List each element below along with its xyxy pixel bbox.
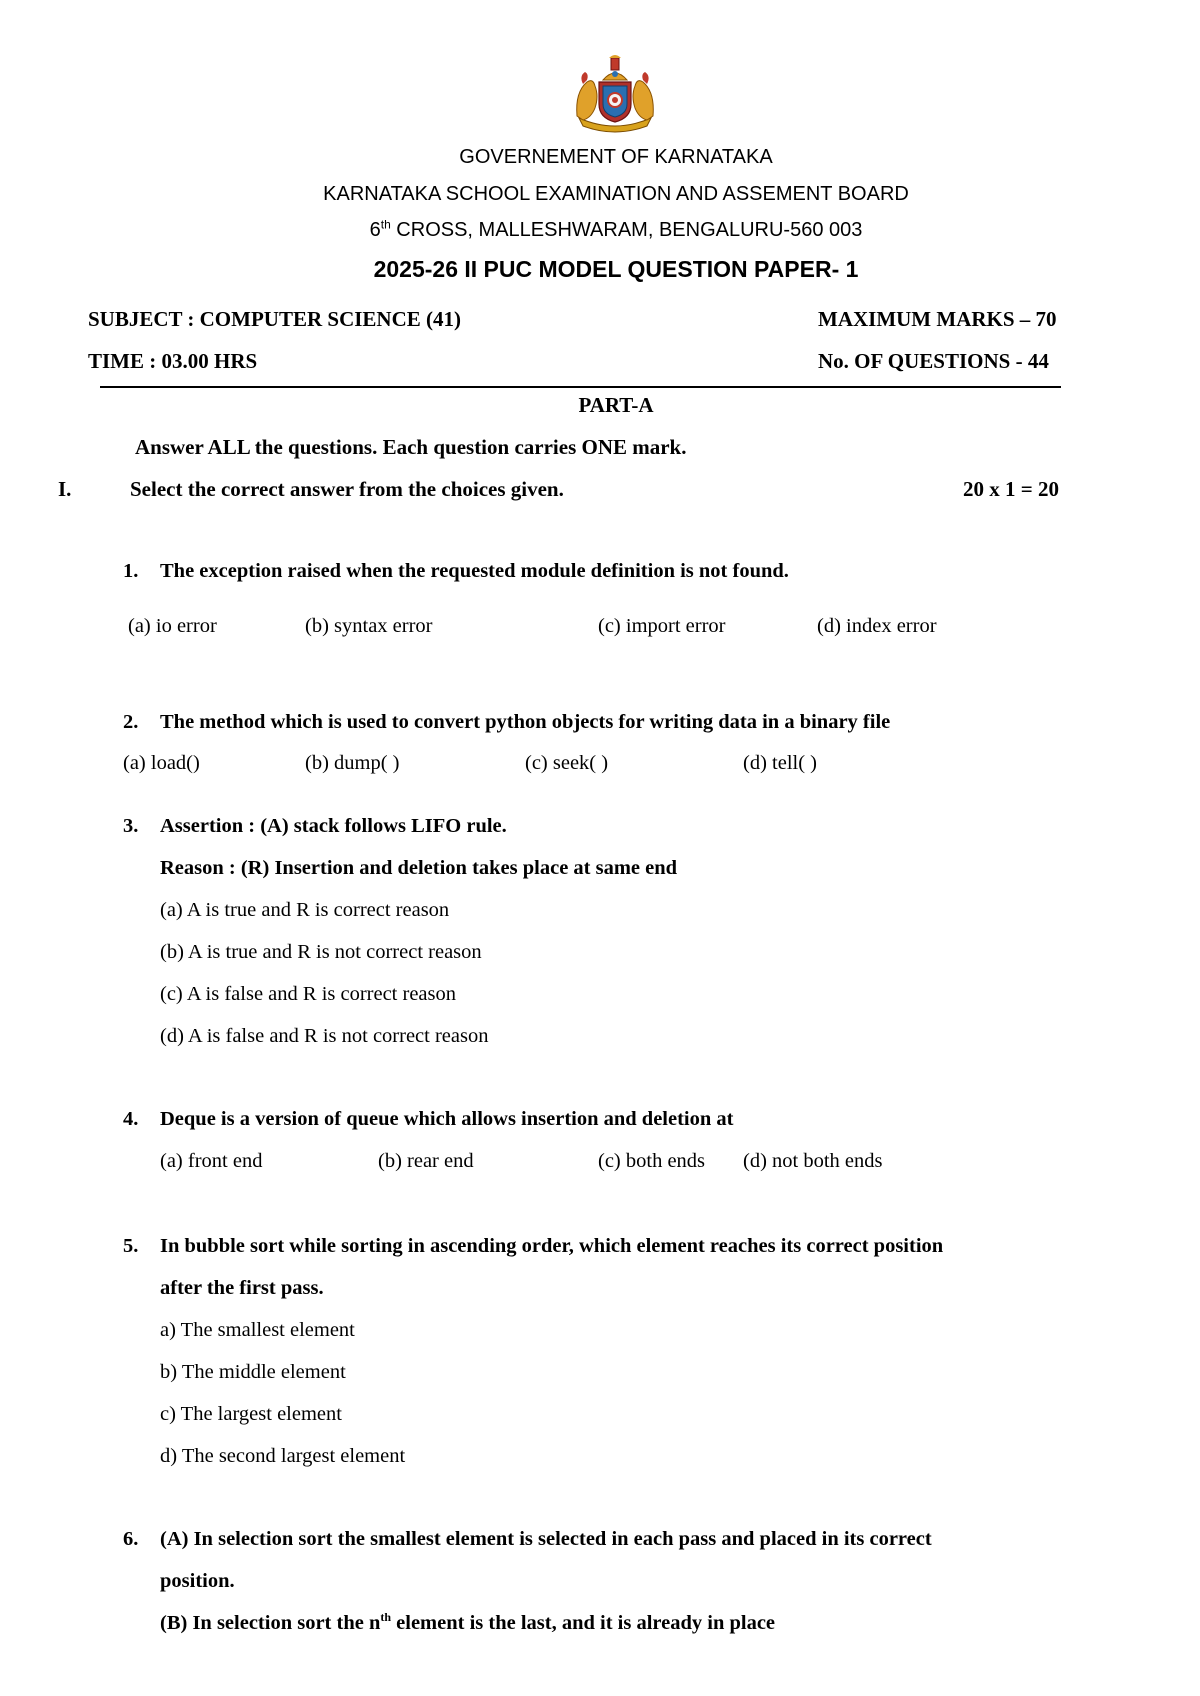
part-instruction: Answer ALL the questions. Each question carries ONE mark. [135,435,687,459]
question-text: Deque is a version of queue which allows insertion and deletion at [160,1108,734,1130]
address-number: 6 [369,219,381,241]
header-divider [100,386,1061,388]
q1-option-d: (d) index error [817,615,937,637]
section-marks: 20 x 1 = 20 [963,477,1059,501]
q5-option-b: b) The middle element [160,1361,346,1383]
question-number: 4. [123,1108,139,1130]
question-number: 6. [123,1528,139,1550]
karnataka-emblem-icon [573,52,657,134]
address-superscript: th [380,217,391,232]
question-6 [123,1528,932,1551]
num-questions-label: No. OF QUESTIONS - 44 [818,349,1049,373]
board-line: KARNATAKA SCHOOL EXAMINATION AND ASSEMENT BOARD [323,183,909,205]
question-5 [123,1235,943,1258]
question-6-statement-b [160,1612,775,1635]
q5-option-c: c) The largest element [160,1403,342,1425]
question-4 [123,1108,733,1131]
govt-line: GOVERNEMENT OF KARNATAKA [459,146,773,168]
paper-title: 2025-26 II PUC MODEL QUESTION PAPER- 1 [373,256,859,282]
q3-option-a: (a) A is true and R is correct reason [160,899,450,921]
question-3-reason: Reason : (R) Insertion and deletion takes place at same end [160,857,678,879]
part-title: PART-A [578,393,654,417]
q3-option-b: (b) A is true and R is not correct reason [160,941,482,963]
question-text: The method which is used to convert python objects for writing data in a binary file [160,711,891,733]
q2-option-d: (d) tell( ) [743,752,817,774]
max-marks-label: MAXIMUM MARKS – 70 [818,307,1057,331]
address-rest: CROSS, MALLESHWARAM, BENGALURU-560 003 [390,219,863,241]
q2-option-c: (c) seek( ) [525,752,609,774]
q3-option-c: (c) A is false and R is correct reason [160,983,457,1005]
question-text: Assertion : (A) stack follows LIFO rule. [160,815,507,837]
question-2 [123,711,890,734]
question-5-continued: after the first pass. [160,1277,324,1299]
q4-option-c: (c) both ends [598,1150,706,1172]
q4-option-b: (b) rear end [378,1150,474,1172]
section-number: I. [58,477,72,501]
time-label: TIME : 03.00 HRS [88,349,258,373]
q5-option-d: d) The second largest element [160,1445,406,1467]
q1-option-a: (a) io error [128,615,217,637]
statement-b-start: (B) In selection sort the n [160,1612,381,1634]
section-instruction: Select the correct answer from the choices given. [130,477,564,501]
question-number: 3. [123,815,139,837]
question-number: 2. [123,711,139,733]
question-text: In bubble sort while sorting in ascending order, which element reaches its correct position [160,1235,944,1257]
question-1 [123,560,789,583]
question-3 [123,815,507,838]
q2-option-b: (b) dump( ) [305,752,400,774]
q4-option-a: (a) front end [160,1150,263,1172]
subject-label: SUBJECT : COMPUTER SCIENCE (41) [88,307,461,331]
question-text: (A) In selection sort the smallest element is selected in each pass and placed in its correct [160,1528,932,1550]
q2-option-a: (a) load() [123,752,200,774]
statement-b-superscript: th [380,1610,392,1625]
address-line [0,219,1200,242]
statement-b-end: element is the last, and it is already in place [391,1612,776,1634]
q4-option-d: (d) not both ends [743,1150,883,1172]
question-text: The exception raised when the requested module definition is not found. [160,560,789,582]
question-number: 1. [123,560,139,582]
q5-option-a: a) The smallest element [160,1319,355,1341]
q3-option-d: (d) A is false and R is not correct reason [160,1025,489,1047]
q1-option-b: (b) syntax error [305,615,433,637]
question-number: 5. [123,1235,139,1257]
question-6-continued: position. [160,1570,235,1592]
q1-option-c: (c) import error [598,615,726,637]
